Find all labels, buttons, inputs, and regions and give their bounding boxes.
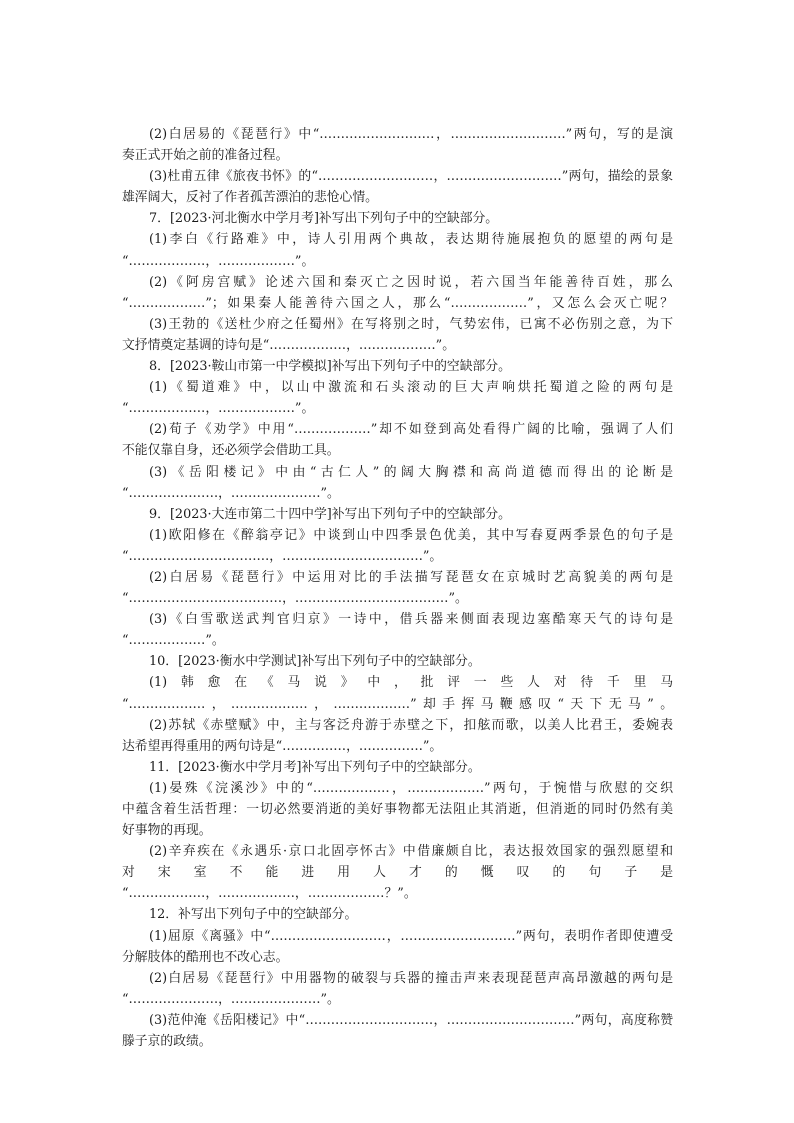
text-line: 滕子京的政绩。	[122, 1034, 212, 1050]
text-line: (3)范仲淹《岳阳楼记》中“…………………………，…………………………”两句，高度称赞	[149, 1012, 673, 1028]
text-line: (1)《蜀道难》中，以山中激流和石头滚动的巨大声响烘托蜀道之险的两句是	[149, 380, 673, 396]
text-line: 分解肢体的酷刑也不改心志。	[122, 949, 289, 965]
text-line: 10．[2023·衡水中学测试]补写出下列句子中的空缺部分。	[149, 654, 481, 670]
text-line: (2)辛弃疾在《永遇乐·京口北固亭怀古》中借廉颇自比，表达报效国家的强烈愿望和	[149, 844, 673, 860]
text-line: (3)《岳阳楼记》中由“古仁人”的阔大胸襟和高尚道德而得出的论断是	[149, 464, 673, 480]
text-line: (3)王勃的《送杜少府之任蜀州》在写将别之时，气势宏伟，已寓不必伤别之意，为下	[149, 316, 673, 332]
text-line: 9．[2023·大连市第二十四中学]补写出下列句子中的空缺部分。	[149, 506, 511, 522]
text-line: (1)李白《行路难》中，诗人引用两个典故，表达期待施展抱负的愿望的两句是	[149, 232, 673, 248]
text-line: (3)杜甫五律《旅夜书怀》的“………………………，………………………”两句，描绘的景象	[149, 169, 673, 185]
text-line: “………………”；如果秦人能善待六国之人，那么“………………”，又怎么会灭亡呢？	[122, 295, 673, 311]
text-line: (2)白居易《琵琶行》中运用对比的手法描写琵琶女在京城时艺高貌美的两句是	[149, 569, 673, 585]
text-line: (3)《白雪歌送武判官归京》一诗中，借兵器来侧面表现边塞酷寒天气的诗句是	[149, 612, 673, 628]
text-line: (2)白居易《琵琶行》中用器物的破裂与兵器的撞击声来表现琵琶声高昂激越的两句是	[149, 970, 673, 986]
document-body	[122, 124, 673, 1052]
text-line: “………………”。	[122, 633, 225, 649]
text-line: 奏正式开始之前的准备过程。	[122, 148, 289, 164]
text-line: “…………………，…………………”。	[122, 485, 340, 501]
text-line: “…………………，…………………”。	[122, 991, 340, 1007]
text-line: 11．[2023·衡水中学月考]补写出下列句子中的空缺部分。	[149, 759, 481, 775]
text-line: “………………，………………，………………？”。	[122, 886, 417, 902]
text-line: 好事物的再现。	[122, 823, 212, 839]
text-line: 不能仅靠自身，还必须学会借助工具。	[122, 443, 340, 459]
text-line: 对宋室不能进用人才的慨叹的句子是	[122, 865, 673, 881]
text-line: 7．[2023·河北衡水中学月考]补写出下列句子中的空缺部分。	[149, 211, 499, 227]
text-line: “………………，………………，………………”却手挥马鞭感叹“天下无马”。	[122, 696, 673, 712]
text-line: 8．[2023·鞍山市第一中学模拟]补写出下列句子中的空缺部分。	[149, 359, 511, 375]
text-line: 达希望再得重用的两句诗是“……………，……………”。	[122, 738, 443, 754]
text-line: (2)白居易的《琵琶行》中“………………………，………………………”两句，写的是演	[149, 127, 673, 142]
text-line: (2)苏轼《赤壁赋》中，主与客泛舟游于赤壁之下，扣舷而歌，以美人比君王，委婉表	[149, 717, 673, 733]
text-line: “………………………………，………………………………”。	[122, 591, 468, 607]
text-line: (1)晏殊《浣溪沙》中的“………………，………………”两句，于惋惜与欣慰的交织	[149, 780, 673, 796]
text-line: 12．补写出下列句子中的空缺部分。	[149, 907, 358, 923]
text-line: “……………………………，……………………………”。	[122, 548, 443, 564]
text-line: (2)《阿房宫赋》论述六国和秦灭亡之因时说，若六国当年能善待百姓，那么	[149, 274, 673, 290]
text-line: (1)屈原《离骚》中“………………………，………………………”两句，表明作者即使遭受	[149, 928, 673, 944]
text-line: (2)荀子《劝学》中用“………………”却不如登到高处看得广阔的比喻，强调了人们	[149, 422, 673, 438]
text-line: “………………，………………”。	[122, 253, 315, 269]
text-line: (1)韩愈在《马说》中，批评一些人对待千里马	[149, 675, 673, 691]
text-line: (1)欧阳修在《醉翁亭记》中谈到山中四季景色优美，其中写春夏两季景色的句子是	[149, 527, 673, 543]
text-line: 文抒情奠定基调的诗句是“………………，………………”。	[122, 337, 456, 353]
text-line: 中蕴含着生活哲理：一切必然要消逝的美好事物都无法阻止其消逝，但消逝的同时仍然有美	[122, 802, 673, 817]
text-line: 雄浑阔大，反衬了作者孤苦漂泊的悲怆心情。	[122, 190, 378, 206]
text-line: “………………，………………”。	[122, 401, 315, 417]
